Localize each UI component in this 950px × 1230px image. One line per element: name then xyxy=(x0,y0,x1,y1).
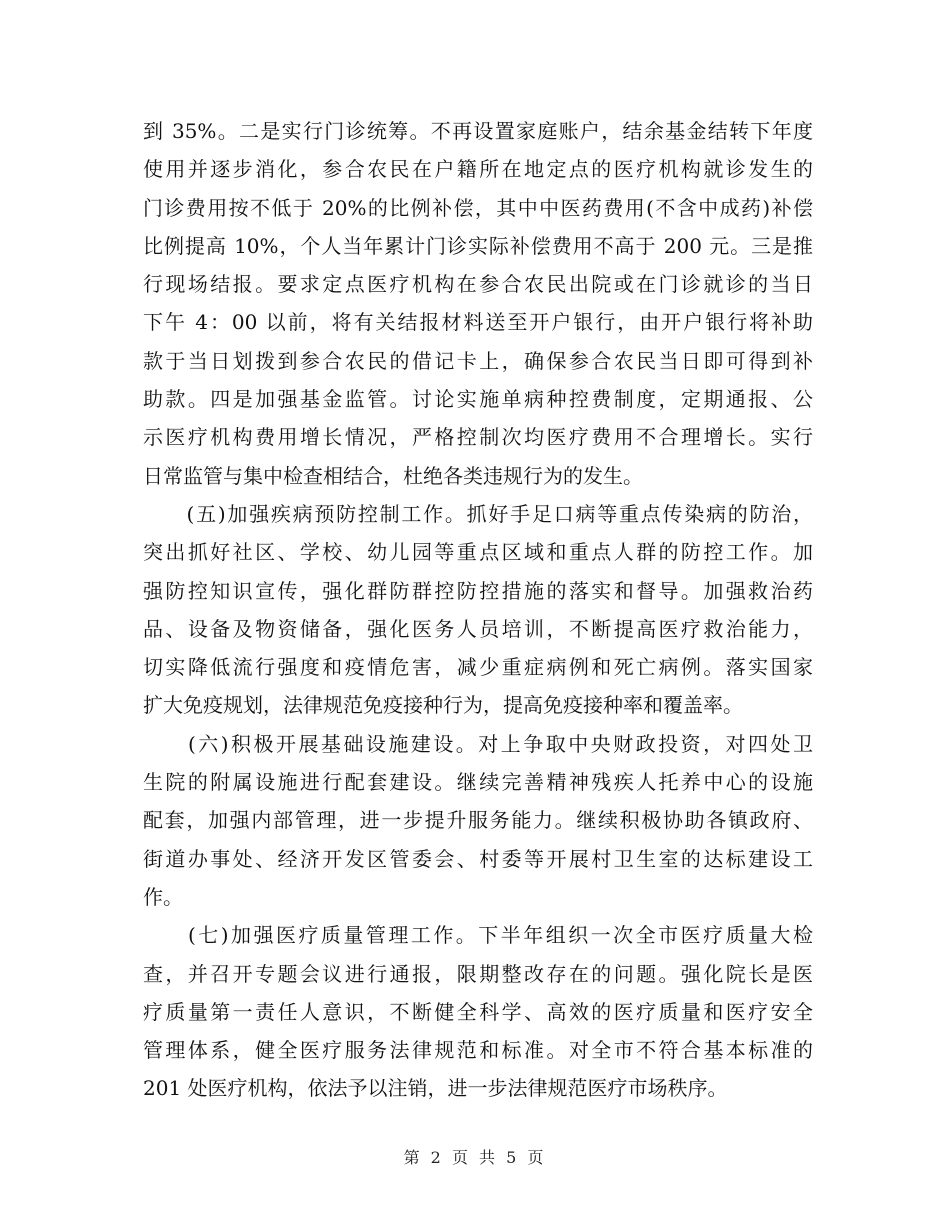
text-line: 突出抓好社区、学校、幼儿园等重点区域和重点人群的防控工作。加 xyxy=(143,540,813,565)
text-line: 助款。四是加强基金监管。讨论实施单病种控费制度，定期通报、公 xyxy=(143,387,813,412)
text-line: 疗质量第一责任人意识，不断健全科学、高效的医疗质量和医疗安全 xyxy=(143,999,813,1024)
text-line: 行现场结报。要求定点医疗机构在参合农民出院或在门诊就诊的当日 xyxy=(143,272,813,297)
text-line: 查，并召开专题会议进行通报，限期整改存在的问题。强化院长是医 xyxy=(143,961,813,986)
page-number-footer: 第 2 页 共 5 页 xyxy=(403,1148,547,1167)
text-line: 街道办事处、经济开发区管委会、村委等开展村卫生室的达标建设工 xyxy=(143,846,813,871)
text-line: 品、设备及物资储备，强化医务人员培训，不断提高医疗救治能力， xyxy=(143,616,813,641)
text-line: 强防控知识宣传，强化群防群控防控措施的落实和督导。加强救治药 xyxy=(143,578,813,603)
document-body xyxy=(143,112,813,1108)
text-line: 比例提高 10%，个人当年累计门诊实际补偿费用不高于 200 元。三是推 xyxy=(143,233,813,258)
text-line: 生院的附属设施进行配套建设。继续完善精神残疾人托养中心的设施 xyxy=(143,770,813,795)
text-line: 日常监管与集中检查相结合，杜绝各类违规行为的发生。 xyxy=(143,463,643,488)
text-line: 到 35%。二是实行门诊统筹。不再设置家庭账户，结余基金结转下年度 xyxy=(143,119,813,143)
paragraph-heading-line: (五)加强疾病预防控制工作。抓好手足口病等重点传染病的防治， xyxy=(143,501,813,526)
paragraph-heading-line: (七)加强医疗质量管理工作。下半年组织一次全市医疗质量大检 xyxy=(143,923,813,948)
text-line: 示医疗机构费用增长情况，严格控制次均医疗费用不合理增长。实行 xyxy=(143,425,813,450)
text-line: 使用并逐步消化，参合农民在户籍所在地定点的医疗机构就诊发生的 xyxy=(143,157,813,182)
text-line: 201 处医疗机构，依法予以注销，进一步法律规范医疗市场秩序。 xyxy=(143,1076,728,1101)
text-line: 作。 xyxy=(143,884,183,909)
text-line: 下午 4：00 以前，将有关结报材料送至开户银行，由开户银行将补助 xyxy=(143,310,813,335)
text-line: 扩大免疫规划，法律规范免疫接种行为，提高免疫接种率和覆盖率。 xyxy=(143,693,743,718)
text-line: 门诊费用按不低于 20%的比例补偿，其中中医药费用(不含中成药)补偿 xyxy=(143,195,813,220)
paragraph-heading-line: (六)积极开展基础设施建设。对上争取中央财政投资，对四处卫 xyxy=(143,731,813,756)
text-line: 配套，加强内部管理，进一步提升服务能力。继续积极协助各镇政府、 xyxy=(143,808,813,833)
text-line: 款于当日划拨到参合农民的借记卡上，确保参合农民当日即可得到补 xyxy=(143,348,813,373)
text-line: 切实降低流行强度和疫情危害，减少重症病例和死亡病例。落实国家 xyxy=(143,655,813,680)
text-line: 管理体系，健全医疗服务法律规范和标准。对全市不符合基本标准的 xyxy=(143,1038,813,1063)
